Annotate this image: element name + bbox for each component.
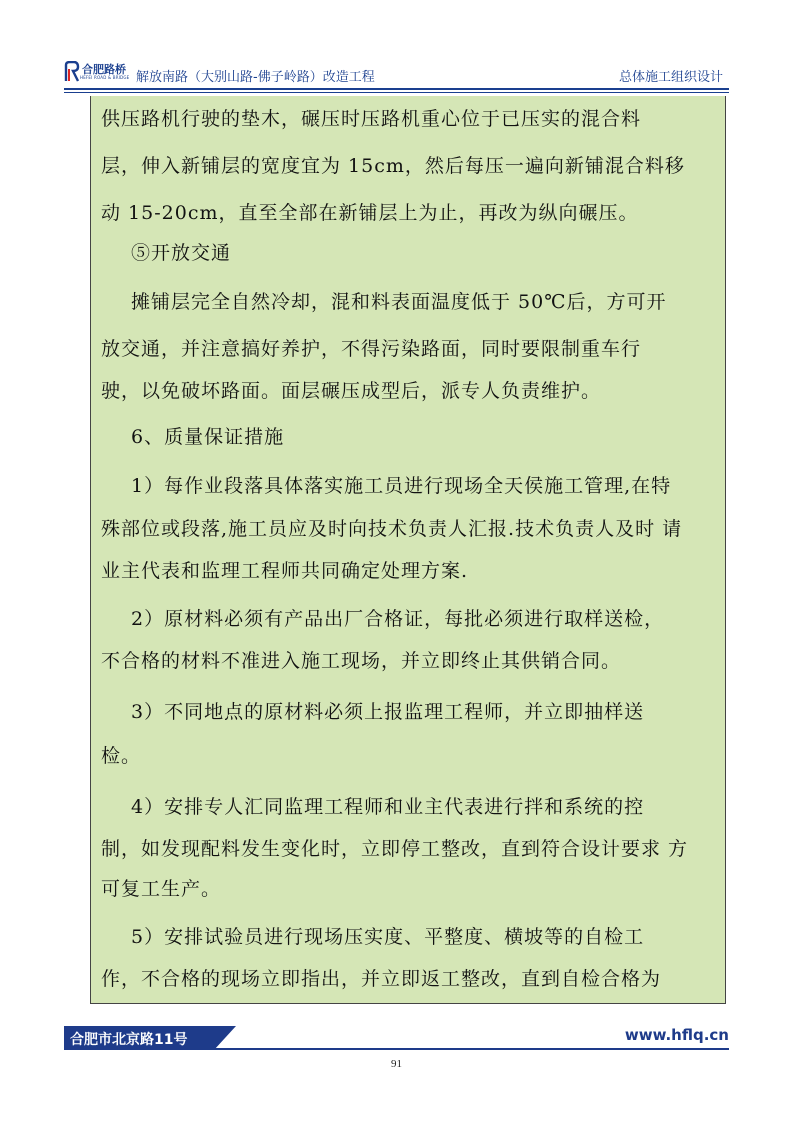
list-item: 5）安排试验员进行现场压实度、平整度、横坡等的自检工 <box>131 926 645 948</box>
body-line: 动 15-20cm，直至全部在新铺层上为止，再改为纵向碾压。 <box>101 202 639 224</box>
header-divider <box>64 88 729 90</box>
body-line: 摊铺层完全自然冷却，混和料表面温度低于 50℃后，方可开 <box>131 291 667 313</box>
page-number: 91 <box>391 1058 402 1070</box>
body-line: 作，不合格的现场立即指出，并立即返工整改，直到自检合格为 <box>101 968 662 990</box>
header-project-title: 解放南路（大别山路-佛子岭路）改造工程 <box>136 70 375 85</box>
list-item: 4）安排专人汇同监理工程师和业主代表进行拌和系统的控 <box>131 796 645 818</box>
logo-subtext: HEFEI ROAD & BRIDGE <box>80 75 130 80</box>
footer-address: 合肥市北京路11号 <box>70 1032 188 1048</box>
body-line: 放交通，并注意搞好养护，不得污染路面，同时要限制重车行 <box>101 338 642 360</box>
list-item: 3）不同地点的原材料必须上报监理工程师，并立即抽样送 <box>131 701 645 723</box>
body-line: 不合格的材料不准进入施工现场，并立即终止其供销合同。 <box>101 650 622 672</box>
body-line: 业主代表和监理工程师共同确定处理方案. <box>101 560 469 582</box>
page-header <box>64 58 729 90</box>
body-line: 层，伸入新铺层的宽度宜为 15cm，然后每压一遍向新铺混合料移 <box>101 155 685 177</box>
body-line: 可复工生产。 <box>101 878 222 900</box>
list-item: 2）原材料必须有产品出厂合格证，每批必须进行取样送检， <box>131 608 665 630</box>
footer-address-bar <box>64 1026 214 1050</box>
body-line: 制，如发现配料发生变化时，立即停工整改，直到符合设计要求 方 <box>101 838 689 860</box>
body-line: 供压路机行驶的垫木，碾压时压路机重心位于已压实的混合料 <box>101 108 642 130</box>
content-box <box>90 96 726 1004</box>
footer-website[interactable]: www.hflq.cn <box>624 1026 729 1044</box>
list-item: 1）每作业段落具体落实施工员进行现场全天侯施工管理,在特 <box>131 475 672 497</box>
section-heading: ⑤开放交通 <box>131 242 232 264</box>
section-heading: 6、质量保证措施 <box>131 426 285 448</box>
logo-icon <box>64 61 80 83</box>
body-line: 殊部位或段落,施工员应及时向技术负责人汇报.技术负责人及时 请 <box>101 518 683 540</box>
footer-bar-slant <box>214 1026 236 1050</box>
company-logo <box>64 60 129 84</box>
header-divider-thin <box>64 92 729 93</box>
header-document-type: 总体施工组织设计 <box>618 70 723 85</box>
body-line: 检。 <box>101 745 142 767</box>
body-line: 驶，以免破坏路面。面层碾压成型后，派专人负责维护。 <box>101 380 602 402</box>
logo-text: 合肥路桥 <box>82 63 126 76</box>
footer-divider <box>64 1048 729 1050</box>
